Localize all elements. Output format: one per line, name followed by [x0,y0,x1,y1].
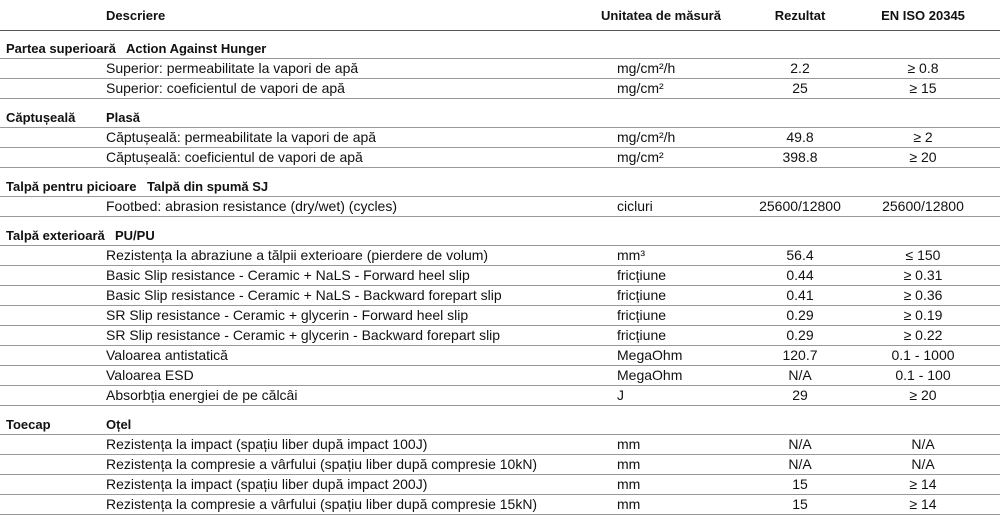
cell-standard: ≥ 14 [909,476,937,492]
table-row [0,365,1000,386]
header-description: Descriere [106,8,166,23]
cell-standard: 25600/12800 [882,198,964,214]
cell-result: 2.2 [790,60,810,76]
cell-result: 0.29 [786,307,814,323]
section-category: Partea superioară [6,41,116,56]
cell-standard: ≥ 2 [913,129,933,145]
header-standard: EN ISO 20345 [881,8,965,23]
cell-unit: mm [617,496,641,512]
table-row [0,345,1000,366]
cell-result: N/A [788,367,812,383]
section-material: Plasă [106,110,140,125]
section-row [0,412,1000,435]
header-unit: Unitatea de măsură [601,8,721,23]
cell-result: 49.8 [786,129,814,145]
section-row [0,36,1000,59]
cell-result: 29 [792,387,808,403]
cell-unit: mm³ [617,247,645,263]
cell-unit: J [617,387,624,403]
cell-standard: ≥ 0.8 [907,60,939,76]
section-category: Căptușeală [6,110,76,125]
table-row [0,434,1000,455]
section-material: PU/PU [115,228,155,243]
cell-result: 398.8 [782,149,818,165]
cell-standard: N/A [911,456,935,472]
table-row [0,325,1000,346]
cell-standard: ≥ 15 [909,80,937,96]
table-row [0,147,1000,168]
section-category: Talpă pentru picioare [6,179,137,194]
cell-description: Rezistența la compresie a vârfului (spațiu liber după compresie 10kN) [106,456,538,472]
cell-standard: N/A [911,436,935,452]
cell-description: SR Slip resistance - Ceramic + glycerin - Backward forepart slip [106,327,501,343]
cell-description: Căptușeală: coeficientul de vapori de apă [106,149,363,165]
table-row [0,58,1000,79]
cell-standard: ≥ 0.22 [903,327,943,343]
cell-standard: ≥ 0.31 [903,267,943,283]
cell-description: Rezistența la impact (spațiu liber după impact 200J) [106,476,428,492]
cell-standard: ≥ 0.19 [903,307,943,323]
section-row [0,105,1000,128]
table-row [0,494,1000,515]
table-row [0,245,1000,266]
cell-description: Superior: coeficientul de vapori de apă [106,80,345,96]
cell-result: 15 [792,496,808,512]
cell-result: N/A [788,456,812,472]
cell-unit: fricțiune [617,267,667,283]
header-result: Rezultat [774,8,826,23]
cell-description: Basic Slip resistance - Ceramic + NaLS - Forward heel slip [106,267,470,283]
cell-standard: ≥ 0.36 [903,287,943,303]
table-row [0,265,1000,286]
cell-unit: fricțiune [617,327,667,343]
cell-unit: mm [617,476,641,492]
cell-result: 15 [792,476,808,492]
cell-description: Superior: permeabilitate la vapori de apă [106,60,359,76]
cell-unit: mg/cm²/h [617,60,676,76]
cell-unit: fricțiune [617,307,667,323]
cell-standard: ≥ 20 [909,149,937,165]
cell-unit: mg/cm²/h [617,129,676,145]
section-material: Talpă din spumă SJ [147,179,269,194]
cell-result: 25600/12800 [759,198,841,214]
cell-description: Basic Slip resistance - Ceramic + NaLS - Backward forepart slip [106,287,502,303]
cell-unit: mm [617,436,641,452]
cell-unit: cicluri [617,198,653,214]
cell-description: Căptușeală: permeabilitate la vapori de apă [106,129,377,145]
cell-description: Valoarea antistatică [106,347,228,363]
table-row [0,285,1000,306]
section-category: Toecap [6,417,51,432]
cell-standard: ≤ 150 [905,247,941,263]
cell-unit: MegaOhm [617,367,683,383]
table-row [0,196,1000,217]
cell-description: Rezistența la impact (spațiu liber după impact 100J) [106,436,428,452]
cell-result: 25 [792,80,808,96]
table-row [0,78,1000,99]
cell-description: Rezistența la abraziune a tălpii exterioare (pierdere de volum) [106,247,489,263]
cell-result: 56.4 [786,247,814,263]
cell-result: 0.44 [786,267,814,283]
cell-result: N/A [788,436,812,452]
cell-description: Rezistența la compresie a vârfului (spațiu liber după compresie 15kN) [106,496,538,512]
table-row [0,474,1000,495]
section-material: Action Against Hunger [126,41,267,56]
cell-result: 120.7 [782,347,818,363]
cell-standard: ≥ 20 [909,387,937,403]
cell-standard: 0.1 - 100 [895,367,951,383]
cell-description: Absorbția energiei de pe călcâi [106,387,298,403]
table-row [0,385,1000,406]
table-header [0,0,1000,31]
cell-description: SR Slip resistance - Ceramic + glycerin - Forward heel slip [106,307,469,323]
cell-unit: mg/cm² [617,80,664,96]
cell-standard: 0.1 - 1000 [891,347,955,363]
table-row [0,305,1000,326]
cell-standard: ≥ 14 [909,496,937,512]
cell-result: 0.41 [786,287,814,303]
section-row [0,174,1000,197]
cell-unit: MegaOhm [617,347,683,363]
table-row [0,127,1000,148]
cell-unit: fricțiune [617,287,667,303]
cell-result: 0.29 [786,327,814,343]
section-row [0,223,1000,246]
section-material: Oțel [106,417,132,432]
cell-description: Footbed: abrasion resistance (dry/wet) (cycles) [106,198,397,214]
section-category: Talpă exterioară [6,228,105,243]
cell-description: Valoarea ESD [106,367,194,383]
table-row [0,454,1000,475]
cell-unit: mm [617,456,641,472]
cell-unit: mg/cm² [617,149,664,165]
